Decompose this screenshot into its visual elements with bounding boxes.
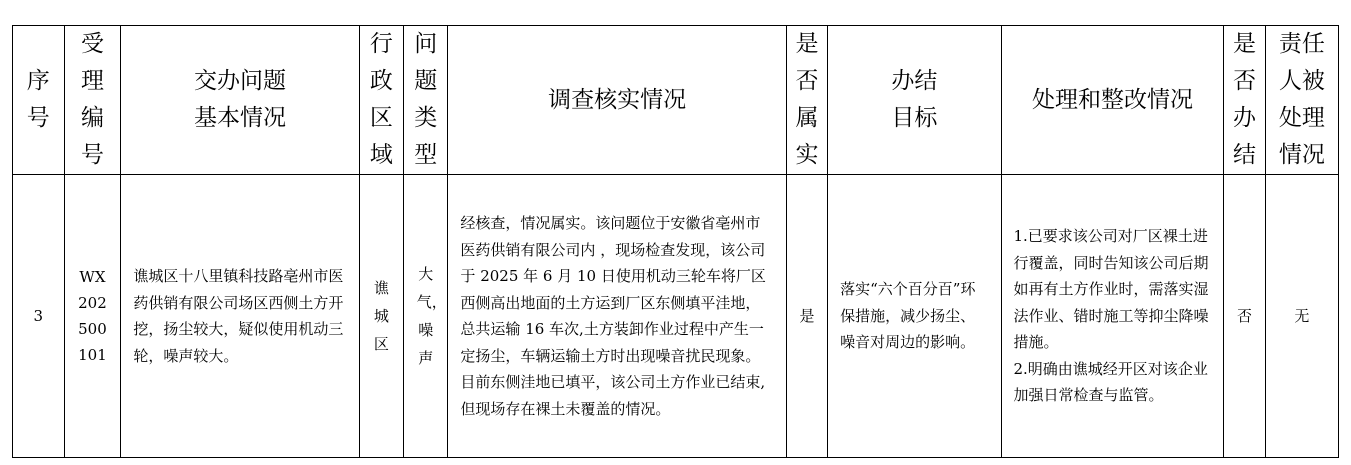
- header-is-closed: 是否办结: [1224, 26, 1265, 175]
- header-handling: 处理和整改情况: [1001, 26, 1224, 175]
- header-row: [13, 26, 1339, 175]
- header-accountability: 责任人被处理情况: [1265, 26, 1338, 175]
- table-row: [13, 175, 1339, 458]
- header-accept-no: 受理编号: [64, 26, 121, 175]
- header-district: 行政区域: [359, 26, 403, 175]
- header-is-true: 是否属实: [786, 26, 827, 175]
- cell-handling: [1001, 175, 1224, 458]
- cell-issue-type: 大气，噪声: [404, 175, 448, 458]
- case-table: [12, 25, 1339, 458]
- handling-item-1: 1.已要求该公司对厂区裸土进行覆盖，同时告知该公司后期如再有土方作业时，需落实湿法作业、错时施工等抑尘降噪措施。: [1013, 227, 1209, 352]
- cell-accept-no: WX202500101: [64, 175, 121, 458]
- cell-accountability: 无: [1265, 175, 1338, 458]
- cell-seq: 3: [13, 175, 65, 458]
- header-target-line2: 目标: [891, 105, 938, 131]
- header-investigation: 调查核实情况: [448, 26, 786, 175]
- cell-is-closed: 否: [1224, 175, 1265, 458]
- header-issue: [121, 26, 359, 175]
- header-target-line1: 办结: [891, 68, 938, 94]
- header-issue-line1: 交办问题: [194, 68, 287, 94]
- cell-issue: 谯城区十八里镇科技路亳州市医药供销有限公司场区西侧土方开挖，扬尘较大，疑似使用机动三轮，噪声较大。: [121, 175, 359, 458]
- handling-item-2: 2.明确由谯城经开区对该企业加强日常检查与监管。: [1013, 359, 1208, 405]
- cell-is-true: 是: [786, 175, 827, 458]
- cell-investigation: 经核查，情况属实。该问题位于安徽省亳州市医药供销有限公司内 ，现场检查发现，该公司于 2025 年 6 月 10 日使用机动三轮车将厂区西侧高出地面的土方运到厂区东侧填平洼地，总共运输 16 车次,土方装卸作业过程中产生一定扬尘，车辆运输土方时出现噪音扰民现象。目前东侧洼地已填平，该公司土方作业已结束,但现场存在裸土未覆盖的情况。: [448, 175, 786, 458]
- cell-target: 落实“六个百分百”环保措施，减少扬尘、噪音对周边的影响。: [828, 175, 1001, 458]
- header-seq: 序号: [13, 26, 65, 175]
- header-target: [828, 26, 1001, 175]
- header-issue-type: 问题类型: [404, 26, 448, 175]
- cell-district: 谯城区: [359, 175, 403, 458]
- header-issue-line2: 基本情况: [194, 105, 287, 131]
